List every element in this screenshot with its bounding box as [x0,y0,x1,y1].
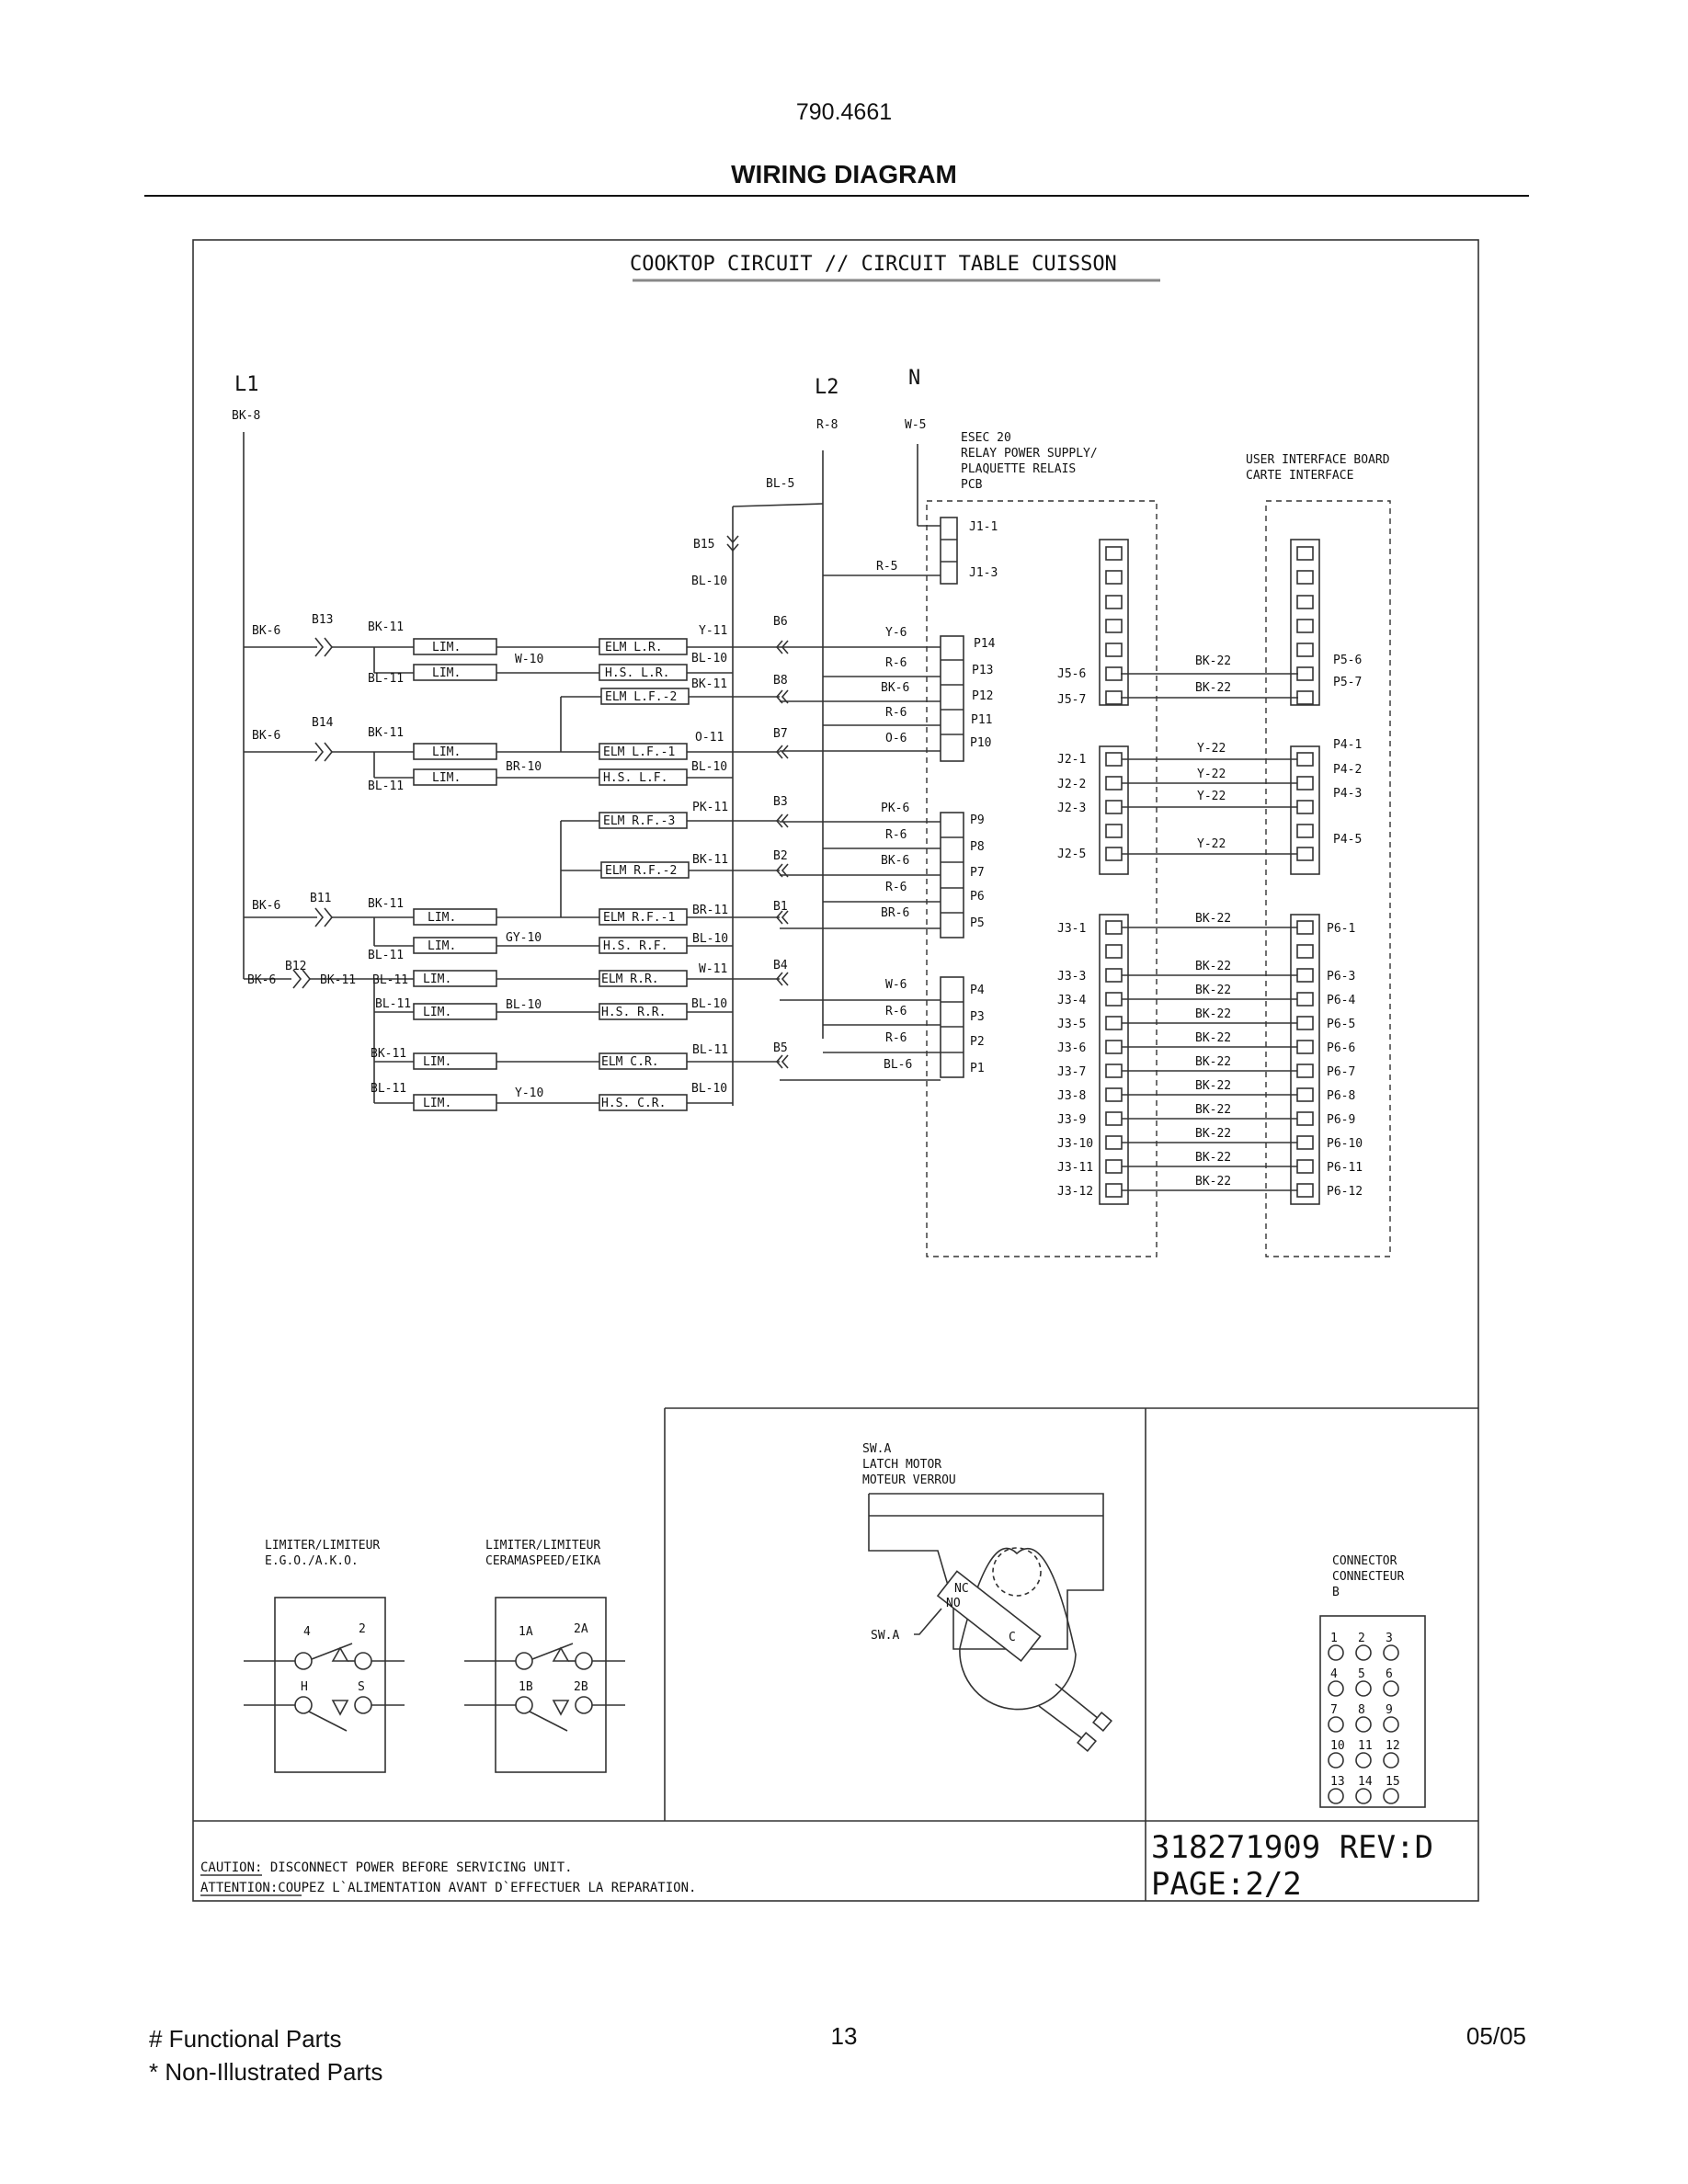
svg-text:O-6: O-6 [885,732,907,745]
svg-text:CONNECTOR: CONNECTOR [1332,1554,1397,1568]
svg-text:LIM.: LIM. [428,939,457,953]
svg-text:LIM.: LIM. [423,1097,452,1110]
svg-text:BL-10: BL-10 [691,652,728,665]
svg-text:P6-3: P6-3 [1327,970,1356,984]
svg-text:J3-3: J3-3 [1057,970,1087,984]
svg-text:BL-10: BL-10 [506,998,542,1012]
svg-text:RELAY POWER SUPPLY/: RELAY POWER SUPPLY/ [961,447,1098,461]
pin-wires [780,626,941,1080]
svg-text:CERAMASPEED/EIKA: CERAMASPEED/EIKA [485,1554,601,1568]
svg-text:H.S. C.R.: H.S. C.R. [601,1097,667,1110]
svg-text:J5-7: J5-7 [1057,693,1087,707]
svg-text:B1: B1 [773,900,788,914]
svg-text:NO: NO [946,1597,961,1610]
svg-text:P3: P3 [970,1010,985,1024]
page-number: 13 [830,2022,858,2050]
svg-text:LIMITER/LIMITEUR: LIMITER/LIMITEUR [485,1539,601,1553]
svg-text:LIMITER/LIMITEUR: LIMITER/LIMITEUR [265,1539,381,1553]
svg-text:8: 8 [1358,1703,1365,1717]
svg-text:CAUTION: DISCONNECT POWER BEFO: CAUTION: DISCONNECT POWER BEFORE SERVICING UNIT. [200,1860,573,1875]
svg-text:Y-11: Y-11 [699,624,728,638]
svg-text:Y-22: Y-22 [1197,837,1226,851]
svg-text:J3-8: J3-8 [1057,1089,1087,1103]
svg-text:BK-11: BK-11 [368,726,405,740]
svg-text:P5-6: P5-6 [1333,654,1363,667]
limiter-ego-diagram [244,1539,405,1772]
svg-text:S: S [358,1680,365,1694]
svg-text:12: 12 [1386,1739,1400,1753]
heater-circuits [244,613,788,1110]
svg-text:ELM L.R.: ELM L.R. [605,641,663,654]
svg-text:P13: P13 [972,664,994,677]
svg-text:ELM R.R.: ELM R.R. [601,973,659,986]
svg-text:BK-22: BK-22 [1195,1103,1232,1117]
svg-text:R-6: R-6 [885,828,907,842]
svg-text:BK-11: BK-11 [691,677,728,691]
legend-functional-parts: # Functional Parts [149,2025,342,2053]
page-title: WIRING DIAGRAM [731,160,957,188]
svg-text:J3-10: J3-10 [1057,1137,1094,1151]
svg-text:P7: P7 [970,866,985,880]
svg-text:P6-9: P6-9 [1327,1113,1356,1127]
svg-text:H.S. R.F.: H.S. R.F. [603,939,668,953]
svg-text:B4: B4 [773,959,788,973]
svg-text:BK-6: BK-6 [252,899,281,913]
svg-text:Y-6: Y-6 [885,626,907,640]
svg-text:ELM R.F.-3: ELM R.F.-3 [603,814,676,828]
svg-text:P6-5: P6-5 [1327,1018,1356,1031]
svg-text:R-6: R-6 [885,881,907,894]
svg-text:ELM L.F.-1: ELM L.F.-1 [603,745,676,759]
svg-text:BR-10: BR-10 [506,760,542,774]
svg-text:PK-6: PK-6 [881,802,910,815]
svg-text:PLAQUETTE RELAIS: PLAQUETTE RELAIS [961,462,1077,476]
svg-text:6: 6 [1386,1667,1393,1681]
svg-text:J2-5: J2-5 [1057,847,1087,861]
svg-text:P12: P12 [972,689,994,703]
svg-text:BL-11: BL-11 [375,997,412,1011]
board-interconnects [1057,540,1363,1204]
svg-text:2A: 2A [574,1622,588,1636]
svg-text:B7: B7 [773,727,788,741]
connector-p9-p5 [941,813,964,938]
svg-text:J3-6: J3-6 [1057,1041,1087,1055]
svg-text:BL-11: BL-11 [368,779,405,793]
svg-text:BL-11: BL-11 [692,1043,729,1057]
svg-text:BK-6: BK-6 [881,681,910,695]
document-number: 318271909 REV:D [1151,1829,1434,1866]
svg-text:ELM R.F.-1: ELM R.F.-1 [603,911,676,925]
svg-text:LIM.: LIM. [423,1006,452,1019]
svg-text:BL-10: BL-10 [691,760,728,774]
svg-text:PK-11: PK-11 [692,801,729,814]
svg-text:ESEC 20: ESEC 20 [961,431,1011,445]
svg-text:BK-22: BK-22 [1195,1079,1232,1093]
svg-text:H: H [301,1680,308,1694]
svg-text:R-6: R-6 [885,656,907,670]
svg-text:P10: P10 [970,736,992,750]
svg-text:BK-22: BK-22 [1195,681,1232,695]
svg-text:P6-8: P6-8 [1327,1089,1356,1103]
svg-text:P9: P9 [970,813,985,827]
svg-text:2: 2 [1358,1632,1365,1645]
svg-text:J2-3: J2-3 [1057,802,1087,815]
svg-text:BK-22: BK-22 [1195,960,1232,973]
svg-text:Y-10: Y-10 [515,1086,544,1100]
svg-text:5: 5 [1358,1667,1365,1681]
svg-text:P8: P8 [970,840,985,854]
svg-text:BK-22: BK-22 [1195,1031,1232,1045]
svg-text:MOTEUR VERROU: MOTEUR VERROU [862,1473,956,1487]
svg-text:H.S. R.R.: H.S. R.R. [601,1006,667,1019]
svg-text:J1-1: J1-1 [969,520,998,534]
svg-text:P6: P6 [970,890,985,904]
svg-text:3: 3 [1386,1632,1393,1645]
svg-text:P11: P11 [971,713,993,727]
svg-text:B11: B11 [310,892,332,905]
svg-text:BK-22: BK-22 [1195,1151,1232,1165]
connector-b-diagram [1320,1554,1425,1807]
page-reference: PAGE:2/2 [1151,1866,1302,1903]
svg-text:LIM.: LIM. [432,771,462,785]
svg-text:J3-4: J3-4 [1057,994,1087,1007]
svg-text:P4-3: P4-3 [1333,787,1363,801]
svg-text:J3-11: J3-11 [1057,1161,1094,1175]
svg-text:BK-22: BK-22 [1195,1007,1232,1021]
line-l2-wire: R-8 [816,418,838,432]
svg-text:P1: P1 [970,1062,985,1075]
svg-text:BK-22: BK-22 [1195,654,1232,668]
svg-text:R-5: R-5 [876,560,898,574]
svg-text:ELM R.F.-2: ELM R.F.-2 [605,864,678,878]
svg-text:BL-5: BL-5 [766,477,795,491]
svg-text:P6-12: P6-12 [1327,1185,1363,1199]
svg-text:GY-10: GY-10 [506,931,542,945]
revision-date: 05/05 [1466,2022,1526,2050]
svg-text:C: C [1009,1631,1016,1644]
svg-text:B: B [1332,1586,1340,1599]
svg-text:BK-22: BK-22 [1195,1127,1232,1141]
svg-text:LIM.: LIM. [432,641,462,654]
svg-text:ELM L.F.-2: ELM L.F.-2 [605,690,678,704]
svg-text:J3-5: J3-5 [1057,1018,1087,1031]
diagram-title: COOKTOP CIRCUIT // CIRCUIT TABLE CUISSON [630,253,1117,276]
svg-text:BL-10: BL-10 [691,1082,728,1096]
svg-text:BL-11: BL-11 [371,1082,407,1096]
svg-text:B14: B14 [312,716,334,730]
svg-text:BK-6: BK-6 [881,854,910,868]
svg-text:LATCH MOTOR: LATCH MOTOR [862,1458,942,1472]
svg-text:BK-22: BK-22 [1195,984,1232,997]
connector-j1 [941,518,957,584]
svg-text:1B: 1B [519,1680,533,1694]
svg-text:4: 4 [1330,1667,1338,1681]
svg-text:10: 10 [1330,1739,1345,1753]
legend-non-illustrated-parts: * Non-Illustrated Parts [149,2058,383,2086]
svg-text:BK-22: BK-22 [1195,1055,1232,1069]
latch-motor-diagram [862,1442,1112,1751]
svg-text:H.S. L.F.: H.S. L.F. [603,771,668,785]
svg-text:15: 15 [1386,1775,1400,1789]
svg-text:P4-5: P4-5 [1333,833,1363,847]
svg-text:LIM.: LIM. [432,745,462,759]
svg-text:J1-3: J1-3 [969,566,998,580]
svg-text:R-6: R-6 [885,1005,907,1018]
svg-text:BR-11: BR-11 [692,904,729,917]
svg-text:P14: P14 [974,637,996,651]
svg-text:BL-6: BL-6 [884,1058,913,1072]
line-l1-wire: BK-8 [232,409,261,423]
svg-text:B13: B13 [312,613,334,627]
svg-text:BL-11: BL-11 [368,672,405,686]
svg-text:W-6: W-6 [885,978,907,992]
svg-text:NC: NC [954,1582,969,1596]
svg-text:LIM.: LIM. [432,666,462,680]
svg-text:BL-10: BL-10 [692,932,729,946]
svg-text:SW.A: SW.A [862,1442,892,1456]
svg-text:BK-11: BK-11 [371,1047,407,1061]
svg-text:P6-4: P6-4 [1327,994,1356,1007]
svg-text:BK-11: BK-11 [692,853,729,867]
svg-text:BL-11: BL-11 [368,949,405,962]
svg-text:B6: B6 [773,615,788,629]
svg-text:P6-1: P6-1 [1327,922,1356,936]
caution-block [200,1860,696,1895]
svg-text:P4: P4 [970,984,985,997]
line-l2-label: L2 [815,376,839,399]
svg-text:B12: B12 [285,960,307,973]
svg-text:13: 13 [1330,1775,1345,1789]
svg-text:CARTE INTERFACE: CARTE INTERFACE [1246,469,1354,483]
svg-text:W-10: W-10 [515,653,544,666]
svg-text:BK-11: BK-11 [368,897,405,911]
svg-text:J2-2: J2-2 [1057,778,1087,791]
svg-text:BR-6: BR-6 [881,906,910,920]
svg-text:BK-22: BK-22 [1195,1175,1232,1189]
svg-text:PCB: PCB [961,478,983,492]
svg-text:2B: 2B [574,1680,588,1694]
svg-text:Y-22: Y-22 [1197,742,1226,756]
svg-text:J3-1: J3-1 [1057,922,1087,936]
svg-text:ATTENTION:COUPEZ L`ALIMENTATIO: ATTENTION:COUPEZ L`ALIMENTATION AVANT D`EFFECTUER LA REPARATION. [200,1881,697,1895]
svg-text:9: 9 [1386,1703,1393,1717]
line-n-wire: W-5 [905,418,927,432]
svg-text:BK-11: BK-11 [368,620,405,634]
model-number: 790.4661 [795,99,893,125]
svg-text:14: 14 [1358,1775,1373,1789]
svg-text:J2-1: J2-1 [1057,753,1087,767]
connector-p14-p10 [941,636,964,761]
limiter-ceramaspeed-diagram [464,1539,625,1772]
svg-text:B5: B5 [773,1041,788,1055]
svg-text:P6-7: P6-7 [1327,1065,1356,1079]
svg-text:J3-7: J3-7 [1057,1065,1087,1079]
svg-text:E.G.O./A.K.O.: E.G.O./A.K.O. [265,1554,359,1568]
line-l1-label: L1 [234,373,259,396]
svg-text:W-11: W-11 [699,962,728,976]
svg-text:Y-22: Y-22 [1197,768,1226,781]
svg-text:J3-12: J3-12 [1057,1185,1094,1199]
svg-text:P5-7: P5-7 [1333,676,1363,689]
svg-text:O-11: O-11 [695,731,724,745]
svg-text:BK-22: BK-22 [1195,912,1232,926]
svg-text:CONNECTEUR: CONNECTEUR [1332,1570,1405,1584]
svg-text:P5: P5 [970,916,985,930]
svg-text:2: 2 [359,1622,366,1636]
svg-text:J3-9: J3-9 [1057,1113,1087,1127]
svg-text:R-6: R-6 [885,706,907,720]
svg-text:BK-11: BK-11 [320,973,357,987]
svg-text:BK-6: BK-6 [252,729,281,743]
svg-text:B3: B3 [773,795,788,809]
svg-text:P6-10: P6-10 [1327,1137,1363,1151]
svg-text:P6-6: P6-6 [1327,1041,1356,1055]
svg-text:11: 11 [1358,1739,1373,1753]
svg-text:H.S. L.R.: H.S. L.R. [605,666,670,680]
svg-text:P4-1: P4-1 [1333,738,1363,752]
svg-text:LIM.: LIM. [423,973,452,986]
svg-text:4: 4 [303,1625,311,1639]
svg-text:J5-6: J5-6 [1057,667,1087,681]
svg-text:SW.A: SW.A [871,1629,900,1643]
svg-text:ELM C.R.: ELM C.R. [601,1055,659,1069]
svg-text:P4-2: P4-2 [1333,763,1363,777]
svg-text:P6-11: P6-11 [1327,1161,1363,1175]
line-n-label: N [908,367,921,390]
svg-text:B15: B15 [693,538,715,552]
svg-text:BL-10: BL-10 [691,997,728,1011]
svg-text:7: 7 [1330,1703,1338,1717]
svg-text:BK-6: BK-6 [247,973,277,987]
svg-text:BL-11: BL-11 [372,973,409,987]
svg-text:LIM.: LIM. [423,1055,452,1069]
svg-text:P2: P2 [970,1035,985,1049]
svg-text:USER INTERFACE BOARD: USER INTERFACE BOARD [1246,453,1390,467]
svg-text:B8: B8 [773,674,788,688]
svg-text:1A: 1A [519,1625,533,1639]
svg-text:BK-6: BK-6 [252,624,281,638]
svg-text:Y-22: Y-22 [1197,790,1226,803]
svg-text:R-6: R-6 [885,1031,907,1045]
svg-text:BL-10: BL-10 [691,574,728,588]
svg-text:B2: B2 [773,849,788,863]
svg-text:LIM.: LIM. [428,911,457,925]
svg-text:1: 1 [1330,1632,1338,1645]
